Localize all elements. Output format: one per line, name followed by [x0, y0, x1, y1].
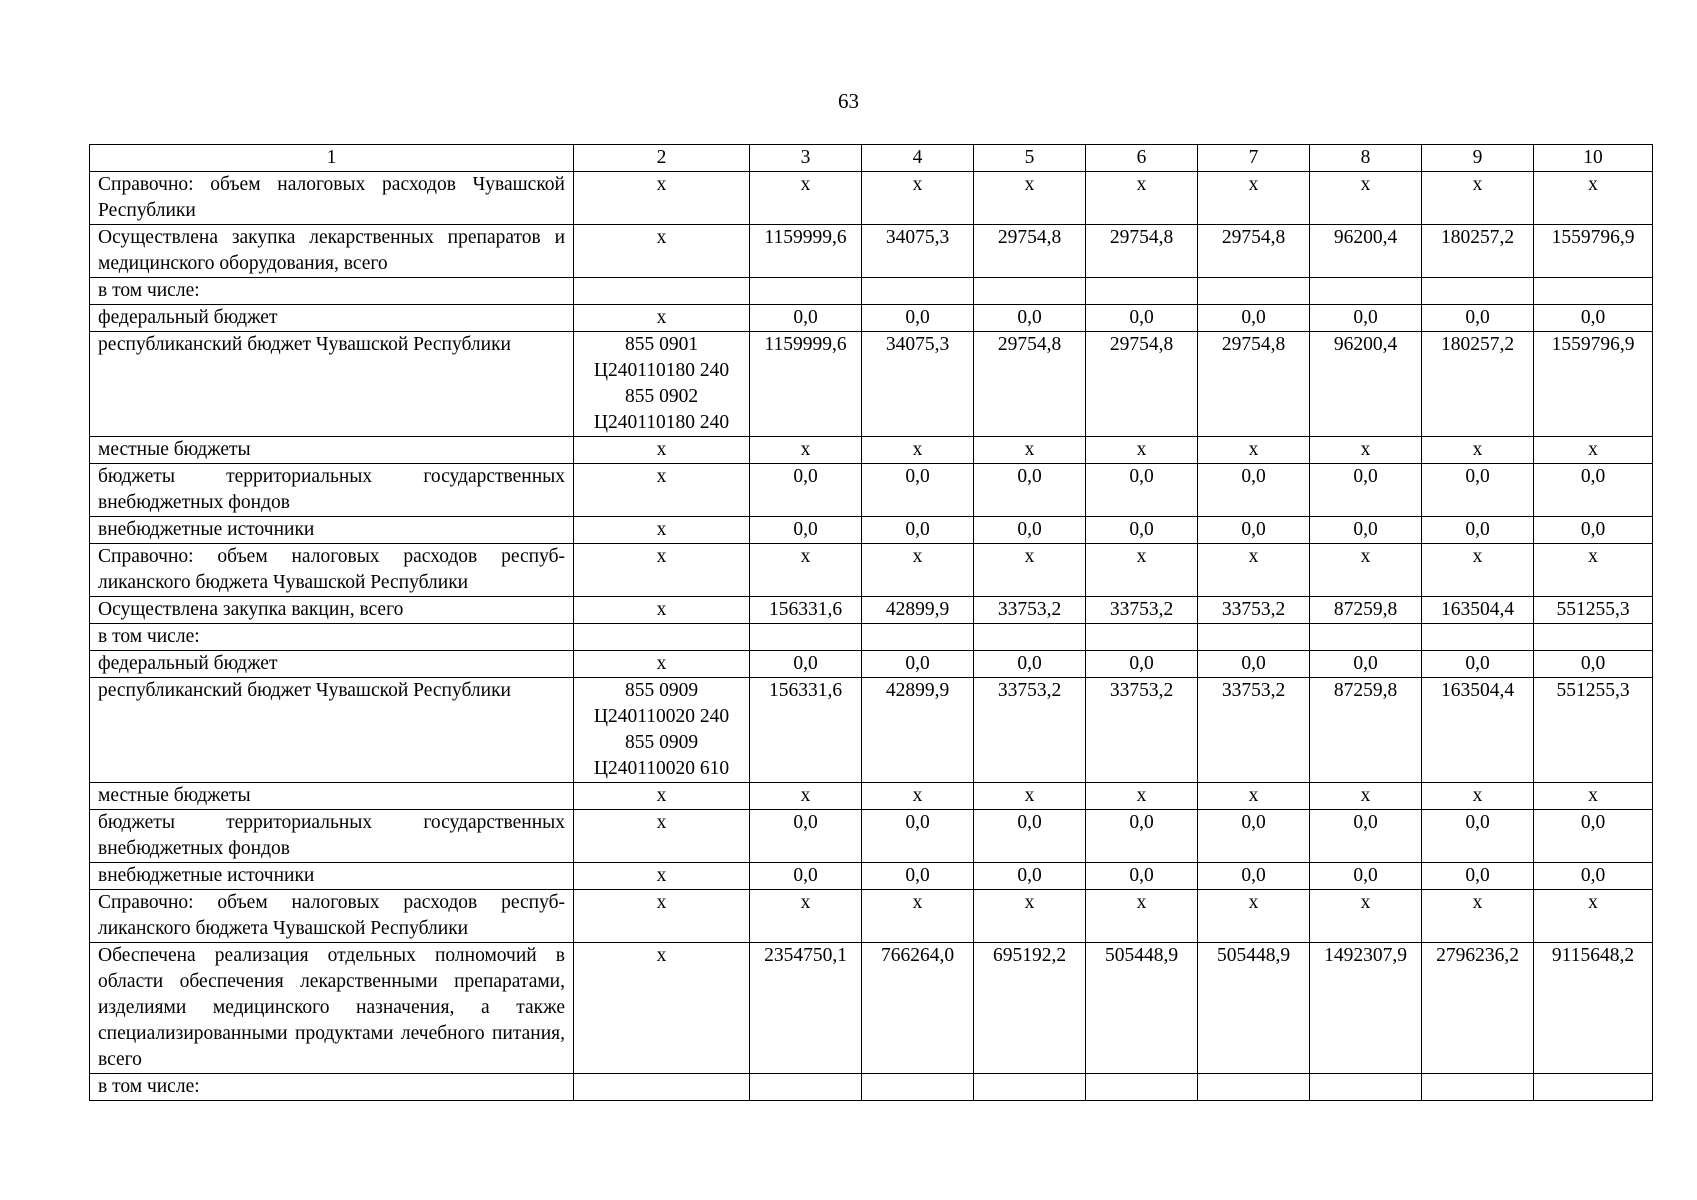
budget-code-cell: x — [574, 225, 750, 278]
value-cell: x — [862, 890, 974, 943]
value-cell: x — [750, 544, 862, 597]
value-cell: 33753,2 — [974, 678, 1086, 783]
value-cell — [862, 1074, 974, 1101]
value-cell: 2796236,2 — [1422, 943, 1534, 1074]
budget-code-cell: x — [574, 172, 750, 225]
value-cell: x — [1086, 437, 1198, 464]
value-cell: 96200,4 — [1310, 332, 1422, 437]
value-cell: 0,0 — [862, 810, 974, 863]
value-cell: 1492307,9 — [1310, 943, 1422, 1074]
value-cell: x — [1534, 172, 1653, 225]
row-label: в том числе: — [90, 624, 574, 651]
value-cell: x — [1198, 544, 1310, 597]
value-cell: 0,0 — [1198, 464, 1310, 517]
table-row — [90, 863, 1653, 890]
value-cell: 0,0 — [1534, 305, 1653, 332]
value-cell — [1422, 1074, 1534, 1101]
column-header: 1 — [90, 145, 574, 172]
value-cell: 0,0 — [1198, 517, 1310, 544]
budget-code-cell: x — [574, 863, 750, 890]
value-cell: 0,0 — [1422, 305, 1534, 332]
value-cell: 0,0 — [750, 305, 862, 332]
value-cell: x — [1534, 783, 1653, 810]
value-cell — [1534, 624, 1653, 651]
value-cell: 33753,2 — [1086, 678, 1198, 783]
row-label: внебюджетные источники — [90, 517, 574, 544]
value-cell: x — [1086, 783, 1198, 810]
value-cell: 34075,3 — [862, 332, 974, 437]
value-cell: 0,0 — [1534, 863, 1653, 890]
value-cell: 0,0 — [862, 651, 974, 678]
table-row — [90, 890, 1653, 943]
value-cell: 0,0 — [974, 305, 1086, 332]
row-label: Осуществлена закупка вакцин, всего — [90, 597, 574, 624]
budget-code-cell — [574, 1074, 750, 1101]
value-cell — [750, 624, 862, 651]
value-cell: x — [1422, 783, 1534, 810]
value-cell — [750, 1074, 862, 1101]
value-cell: 87259,8 — [1310, 678, 1422, 783]
value-cell: 1159999,6 — [750, 332, 862, 437]
table-row — [90, 278, 1653, 305]
value-cell: x — [862, 437, 974, 464]
value-cell: 1559796,9 — [1534, 225, 1653, 278]
value-cell: 505448,9 — [1198, 943, 1310, 1074]
column-header: 4 — [862, 145, 974, 172]
value-cell: 163504,4 — [1422, 597, 1534, 624]
row-label: местные бюджеты — [90, 437, 574, 464]
value-cell: x — [974, 783, 1086, 810]
value-cell: x — [750, 437, 862, 464]
value-cell: x — [974, 437, 1086, 464]
row-label: бюджеты территориальных государственных внебюджетных фондов — [90, 810, 574, 863]
table-row — [90, 1074, 1653, 1101]
budget-code-cell: x — [574, 517, 750, 544]
value-cell: 0,0 — [1198, 810, 1310, 863]
value-cell: x — [1198, 783, 1310, 810]
value-cell: 0,0 — [862, 517, 974, 544]
budget-code-cell: x — [574, 651, 750, 678]
value-cell: 0,0 — [1310, 810, 1422, 863]
value-cell: x — [1310, 890, 1422, 943]
value-cell: 0,0 — [1086, 651, 1198, 678]
value-cell: x — [1310, 544, 1422, 597]
row-label: республиканский бюджет Чувашской Республики — [90, 678, 574, 783]
row-label: Справочно: объем налоговых расходов республиканского бюджета Чувашской Республики — [90, 890, 574, 943]
value-cell: 33753,2 — [1086, 597, 1198, 624]
value-cell: 0,0 — [862, 464, 974, 517]
budget-code-cell — [574, 278, 750, 305]
table-row — [90, 651, 1653, 678]
value-cell: 0,0 — [1422, 810, 1534, 863]
value-cell: 29754,8 — [1198, 225, 1310, 278]
table-row — [90, 225, 1653, 278]
table-row — [90, 624, 1653, 651]
value-cell: x — [862, 172, 974, 225]
row-label: Осуществлена закупка лекарственных препаратов и медицинского оборудования, всего — [90, 225, 574, 278]
value-cell: 33753,2 — [974, 597, 1086, 624]
value-cell: x — [1198, 172, 1310, 225]
value-cell: 0,0 — [1086, 305, 1198, 332]
value-cell: x — [1422, 544, 1534, 597]
value-cell: 87259,8 — [1310, 597, 1422, 624]
value-cell: 42899,9 — [862, 597, 974, 624]
value-cell: x — [1310, 172, 1422, 225]
table-row — [90, 517, 1653, 544]
value-cell: x — [1198, 890, 1310, 943]
value-cell — [1198, 278, 1310, 305]
column-header: 3 — [750, 145, 862, 172]
value-cell: 0,0 — [750, 517, 862, 544]
value-cell — [1310, 1074, 1422, 1101]
value-cell: 29754,8 — [1198, 332, 1310, 437]
value-cell: x — [862, 544, 974, 597]
row-label: в том числе: — [90, 1074, 574, 1101]
table-row — [90, 678, 1653, 783]
value-cell — [974, 278, 1086, 305]
value-cell: 0,0 — [1422, 464, 1534, 517]
value-cell: x — [750, 890, 862, 943]
value-cell: 0,0 — [974, 651, 1086, 678]
budget-code-cell: 855 0901 Ц240110180 240 855 0902 Ц240110180 240 — [574, 332, 750, 437]
value-cell — [1086, 278, 1198, 305]
value-cell: 0,0 — [750, 863, 862, 890]
budget-table — [89, 144, 1653, 1101]
value-cell: x — [974, 544, 1086, 597]
value-cell — [862, 278, 974, 305]
value-cell — [862, 624, 974, 651]
value-cell: 0,0 — [974, 464, 1086, 517]
value-cell: 156331,6 — [750, 678, 862, 783]
table-row — [90, 464, 1653, 517]
value-cell: 33753,2 — [1198, 597, 1310, 624]
value-cell — [1422, 624, 1534, 651]
value-cell: 180257,2 — [1422, 225, 1534, 278]
header-row — [90, 145, 1653, 172]
value-cell: x — [1422, 890, 1534, 943]
table-row — [90, 437, 1653, 464]
value-cell: 29754,8 — [1086, 332, 1198, 437]
row-label: Справочно: объем налоговых расходов республиканского бюджета Чувашской Республики — [90, 544, 574, 597]
value-cell: 163504,4 — [1422, 678, 1534, 783]
value-cell: x — [1310, 437, 1422, 464]
value-cell: 1159999,6 — [750, 225, 862, 278]
value-cell: 0,0 — [974, 517, 1086, 544]
value-cell: x — [1534, 544, 1653, 597]
value-cell — [1422, 278, 1534, 305]
value-cell — [1310, 278, 1422, 305]
value-cell: 0,0 — [750, 464, 862, 517]
value-cell: 0,0 — [1086, 517, 1198, 544]
budget-code-cell — [574, 624, 750, 651]
value-cell: 0,0 — [1534, 464, 1653, 517]
value-cell — [1086, 1074, 1198, 1101]
value-cell: 766264,0 — [862, 943, 974, 1074]
value-cell: x — [1198, 437, 1310, 464]
table-row — [90, 783, 1653, 810]
value-cell: x — [1422, 437, 1534, 464]
value-cell: x — [974, 890, 1086, 943]
value-cell: 0,0 — [1310, 464, 1422, 517]
value-cell: x — [1422, 172, 1534, 225]
column-header: 6 — [1086, 145, 1198, 172]
row-label: в том числе: — [90, 278, 574, 305]
value-cell — [1086, 624, 1198, 651]
value-cell — [1310, 624, 1422, 651]
value-cell: x — [1534, 437, 1653, 464]
value-cell — [1534, 1074, 1653, 1101]
row-label: внебюджетные источники — [90, 863, 574, 890]
value-cell: 29754,8 — [974, 332, 1086, 437]
value-cell — [974, 624, 1086, 651]
value-cell: 9115648,2 — [1534, 943, 1653, 1074]
table-row — [90, 332, 1653, 437]
value-cell: 0,0 — [1422, 863, 1534, 890]
value-cell — [1534, 278, 1653, 305]
table-row — [90, 597, 1653, 624]
budget-code-cell: x — [574, 890, 750, 943]
value-cell: x — [750, 172, 862, 225]
table-row — [90, 943, 1653, 1074]
column-header: 10 — [1534, 145, 1653, 172]
column-header: 2 — [574, 145, 750, 172]
value-cell: x — [1086, 890, 1198, 943]
value-cell: 0,0 — [974, 810, 1086, 863]
row-label: бюджеты территориальных государственных внебюджетных фондов — [90, 464, 574, 517]
row-label: Обеспечена реализация отдельных полномочий в области обеспечения лекарственными препаратами, изделиями медицинского назначения, а также специализированными продуктами лечебного питания, всего — [90, 943, 574, 1074]
row-label: местные бюджеты — [90, 783, 574, 810]
value-cell: 551255,3 — [1534, 597, 1653, 624]
value-cell: x — [750, 783, 862, 810]
value-cell: 0,0 — [1422, 651, 1534, 678]
budget-code-cell: x — [574, 437, 750, 464]
value-cell: x — [1310, 783, 1422, 810]
value-cell: 0,0 — [1534, 810, 1653, 863]
value-cell: 0,0 — [862, 305, 974, 332]
table-row — [90, 305, 1653, 332]
value-cell: 505448,9 — [1086, 943, 1198, 1074]
budget-code-cell: x — [574, 305, 750, 332]
value-cell: 0,0 — [974, 863, 1086, 890]
value-cell: 42899,9 — [862, 678, 974, 783]
value-cell: 0,0 — [1310, 305, 1422, 332]
column-header: 5 — [974, 145, 1086, 172]
budget-code-cell: x — [574, 597, 750, 624]
table-body — [90, 145, 1653, 1101]
value-cell: 0,0 — [1086, 810, 1198, 863]
value-cell: 0,0 — [750, 810, 862, 863]
value-cell: x — [862, 783, 974, 810]
value-cell: 34075,3 — [862, 225, 974, 278]
value-cell: x — [1086, 172, 1198, 225]
column-header: 9 — [1422, 145, 1534, 172]
row-label: республиканский бюджет Чувашской Республики — [90, 332, 574, 437]
row-label: федеральный бюджет — [90, 651, 574, 678]
value-cell: x — [974, 172, 1086, 225]
value-cell: 0,0 — [750, 651, 862, 678]
row-label: Справочно: объем налоговых расходов Чувашской Республики — [90, 172, 574, 225]
column-header: 8 — [1310, 145, 1422, 172]
value-cell: 0,0 — [1198, 305, 1310, 332]
value-cell: 551255,3 — [1534, 678, 1653, 783]
page-number: 63 — [838, 89, 859, 113]
value-cell: 180257,2 — [1422, 332, 1534, 437]
value-cell: 2354750,1 — [750, 943, 862, 1074]
value-cell: 29754,8 — [1086, 225, 1198, 278]
value-cell — [1198, 1074, 1310, 1101]
value-cell — [974, 1074, 1086, 1101]
value-cell: 0,0 — [1086, 863, 1198, 890]
value-cell: 0,0 — [1310, 517, 1422, 544]
budget-code-cell: x — [574, 544, 750, 597]
value-cell: 0,0 — [1534, 517, 1653, 544]
value-cell — [1198, 624, 1310, 651]
value-cell: x — [1086, 544, 1198, 597]
table-row — [90, 544, 1653, 597]
table-row — [90, 172, 1653, 225]
value-cell: 1559796,9 — [1534, 332, 1653, 437]
value-cell: 96200,4 — [1310, 225, 1422, 278]
value-cell: 0,0 — [1198, 863, 1310, 890]
column-header: 7 — [1198, 145, 1310, 172]
value-cell: 0,0 — [1310, 863, 1422, 890]
value-cell: 0,0 — [862, 863, 974, 890]
value-cell — [750, 278, 862, 305]
value-cell: 156331,6 — [750, 597, 862, 624]
value-cell: 33753,2 — [1198, 678, 1310, 783]
value-cell: 29754,8 — [974, 225, 1086, 278]
value-cell: 0,0 — [1310, 651, 1422, 678]
budget-code-cell: 855 0909 Ц240110020 240 855 0909 Ц240110020 610 — [574, 678, 750, 783]
value-cell: 0,0 — [1534, 651, 1653, 678]
budget-code-cell: x — [574, 783, 750, 810]
budget-code-cell: x — [574, 943, 750, 1074]
row-label: федеральный бюджет — [90, 305, 574, 332]
value-cell: 0,0 — [1198, 651, 1310, 678]
value-cell: 0,0 — [1086, 464, 1198, 517]
budget-code-cell: x — [574, 810, 750, 863]
table-row — [90, 810, 1653, 863]
budget-code-cell: x — [574, 464, 750, 517]
value-cell: 695192,2 — [974, 943, 1086, 1074]
value-cell: x — [1534, 890, 1653, 943]
value-cell: 0,0 — [1422, 517, 1534, 544]
